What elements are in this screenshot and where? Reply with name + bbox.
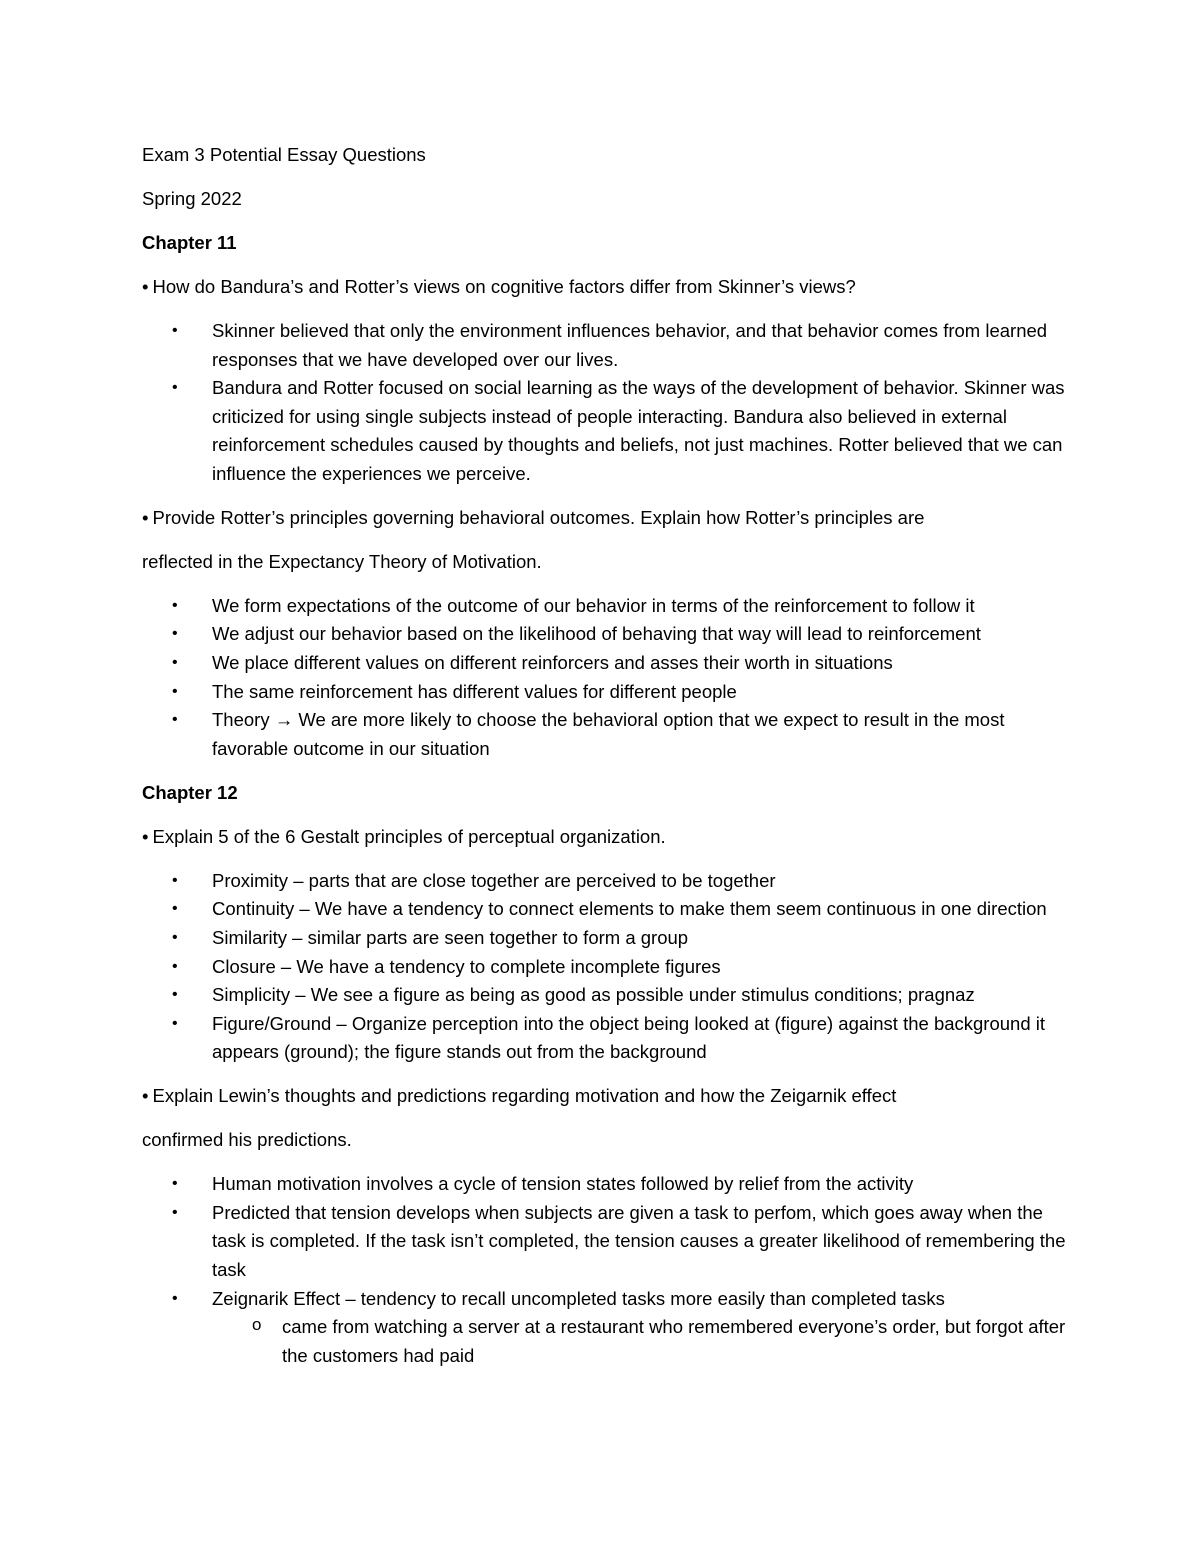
answer-text: Predicted that tension develops when subjects are given a task to perfom, which goes away when the task is completed. If the task isn’t completed, the tension causes a greater likelihood of remembering the task: [212, 1201, 1066, 1281]
list-item: [142, 953, 1077, 982]
list-item: [142, 981, 1077, 1010]
answer-text: Bandura and Rotter focused on social learning as the ways of the development of behavior. Skinner was criticized for using single subjects instead of people interacting. Bandura also believed in external reinforcement schedules caused by thoughts and beliefs, not just machines. Rotter believed that we can influence the experiences we perceive.: [212, 377, 1065, 484]
answer-text: came from watching a server at a restaurant who remembered everyone’s order, but forgot after the customers had paid: [282, 1316, 1066, 1366]
question: [142, 1082, 1077, 1111]
question-text: Explain Lewin’s thoughts and predictions regarding motivation and how the Zeigarnik effect: [152, 1085, 897, 1107]
question-continuation: confirmed his predictions.: [142, 1129, 352, 1151]
list-item: [142, 592, 1077, 621]
list-item: [142, 1170, 1077, 1199]
question-bullet: •: [142, 1085, 149, 1107]
bullet-icon: •: [172, 1203, 178, 1221]
question-bullet: •: [142, 825, 149, 847]
bullet-icon: •: [172, 596, 178, 614]
bullet-icon: •: [172, 682, 178, 700]
answer-text: We are more likely to choose the behavioral option that we expect to result in the most favorable outcome in our situation: [212, 709, 1005, 759]
list-item: [142, 1285, 1077, 1371]
list-item: [142, 867, 1077, 896]
answer-text: We place different values on different reinforcers and asses their worth in situations: [212, 652, 893, 674]
bullet-icon: •: [172, 321, 178, 339]
answer-text: We form expectations of the outcome of our behavior in terms of the reinforcement to follow it: [212, 594, 975, 616]
list-item: [142, 1199, 1077, 1285]
document-term: Spring 2022: [142, 187, 242, 209]
question-continuation: reflected in the Expectancy Theory of Motivation.: [142, 550, 542, 572]
list-item: [142, 374, 1077, 488]
chapter-11-heading: Chapter 11: [142, 231, 237, 253]
list-item: [142, 924, 1077, 953]
answer-text: Skinner believed that only the environment influences behavior, and that behavior comes from learned responses that we have developed over our lives.: [212, 319, 1048, 370]
bullet-icon: •: [172, 379, 178, 397]
bullet-icon: •: [172, 654, 178, 672]
bullet-icon: •: [172, 957, 178, 975]
question-bullet: •: [142, 506, 149, 528]
answer-text: Proximity – parts that are close together are perceived to be together: [212, 869, 776, 891]
list-item: [142, 620, 1077, 649]
question-bullet: •: [142, 275, 149, 297]
list-item: [142, 895, 1077, 924]
answer-text: We adjust our behavior based on the likelihood of behaving that way will lead to reinforcement: [212, 623, 981, 645]
answer-text: Human motivation involves a cycle of tension states followed by relief from the activity: [212, 1173, 914, 1195]
list-item: [142, 1010, 1077, 1067]
bullet-icon: •: [172, 986, 178, 1004]
list-item: [142, 678, 1077, 707]
question-text: Provide Rotter’s principles governing behavioral outcomes. Explain how Rotter’s principles are: [152, 506, 925, 528]
list-item: [142, 317, 1077, 374]
theory-label: Theory: [212, 709, 270, 731]
answer-text: Zeignarik Effect – tendency to recall uncompleted tasks more easily than completed tasks: [212, 1287, 945, 1309]
chapter-12-heading: Chapter 12: [142, 781, 238, 803]
list-item: [142, 706, 1077, 763]
bullet-icon: •: [172, 1175, 178, 1193]
arrow-right-icon: →: [274, 709, 294, 731]
answer-list: [142, 1170, 1077, 1370]
answer-list: [142, 592, 1077, 764]
answer-text: Figure/Ground – Organize perception into the object being looked at (figure) against the background it appears (ground); the figure stands out from the background: [212, 1012, 1046, 1063]
answer-list: [142, 317, 1077, 489]
bullet-icon: •: [172, 625, 178, 643]
answer-text: The same reinforcement has different values for different people: [212, 680, 737, 702]
document-title: Exam 3 Potential Essay Questions: [142, 144, 426, 165]
bullet-icon: •: [172, 1014, 178, 1032]
sub-bullet-icon: o: [252, 1315, 262, 1335]
sub-answer-list: [212, 1313, 1077, 1370]
bullet-icon: •: [172, 711, 178, 729]
list-item: [212, 1313, 1077, 1370]
question: [142, 273, 1077, 302]
list-item: [142, 649, 1077, 678]
question: [142, 504, 1077, 533]
bullet-icon: •: [172, 900, 178, 918]
bullet-icon: •: [172, 871, 178, 889]
answer-text: Closure – We have a tendency to complete incomplete figures: [212, 955, 721, 977]
answer-list: [142, 867, 1077, 1067]
answer-text: Similarity – similar parts are seen together to form a group: [212, 926, 689, 948]
document-body: [142, 141, 1077, 1386]
answer-text: Continuity – We have a tendency to connect elements to make them seem continuous in one direction: [212, 898, 1047, 920]
question-text: How do Bandura’s and Rotter’s views on cognitive factors differ from Skinner’s views?: [152, 275, 856, 297]
question: [142, 823, 1077, 852]
bullet-icon: •: [172, 928, 178, 946]
question-text: Explain 5 of the 6 Gestalt principles of perceptual organization.: [152, 825, 666, 847]
bullet-icon: •: [172, 1289, 178, 1307]
answer-text: Simplicity – We see a figure as being as good as possible under stimulus conditions; pragnaz: [212, 984, 975, 1006]
